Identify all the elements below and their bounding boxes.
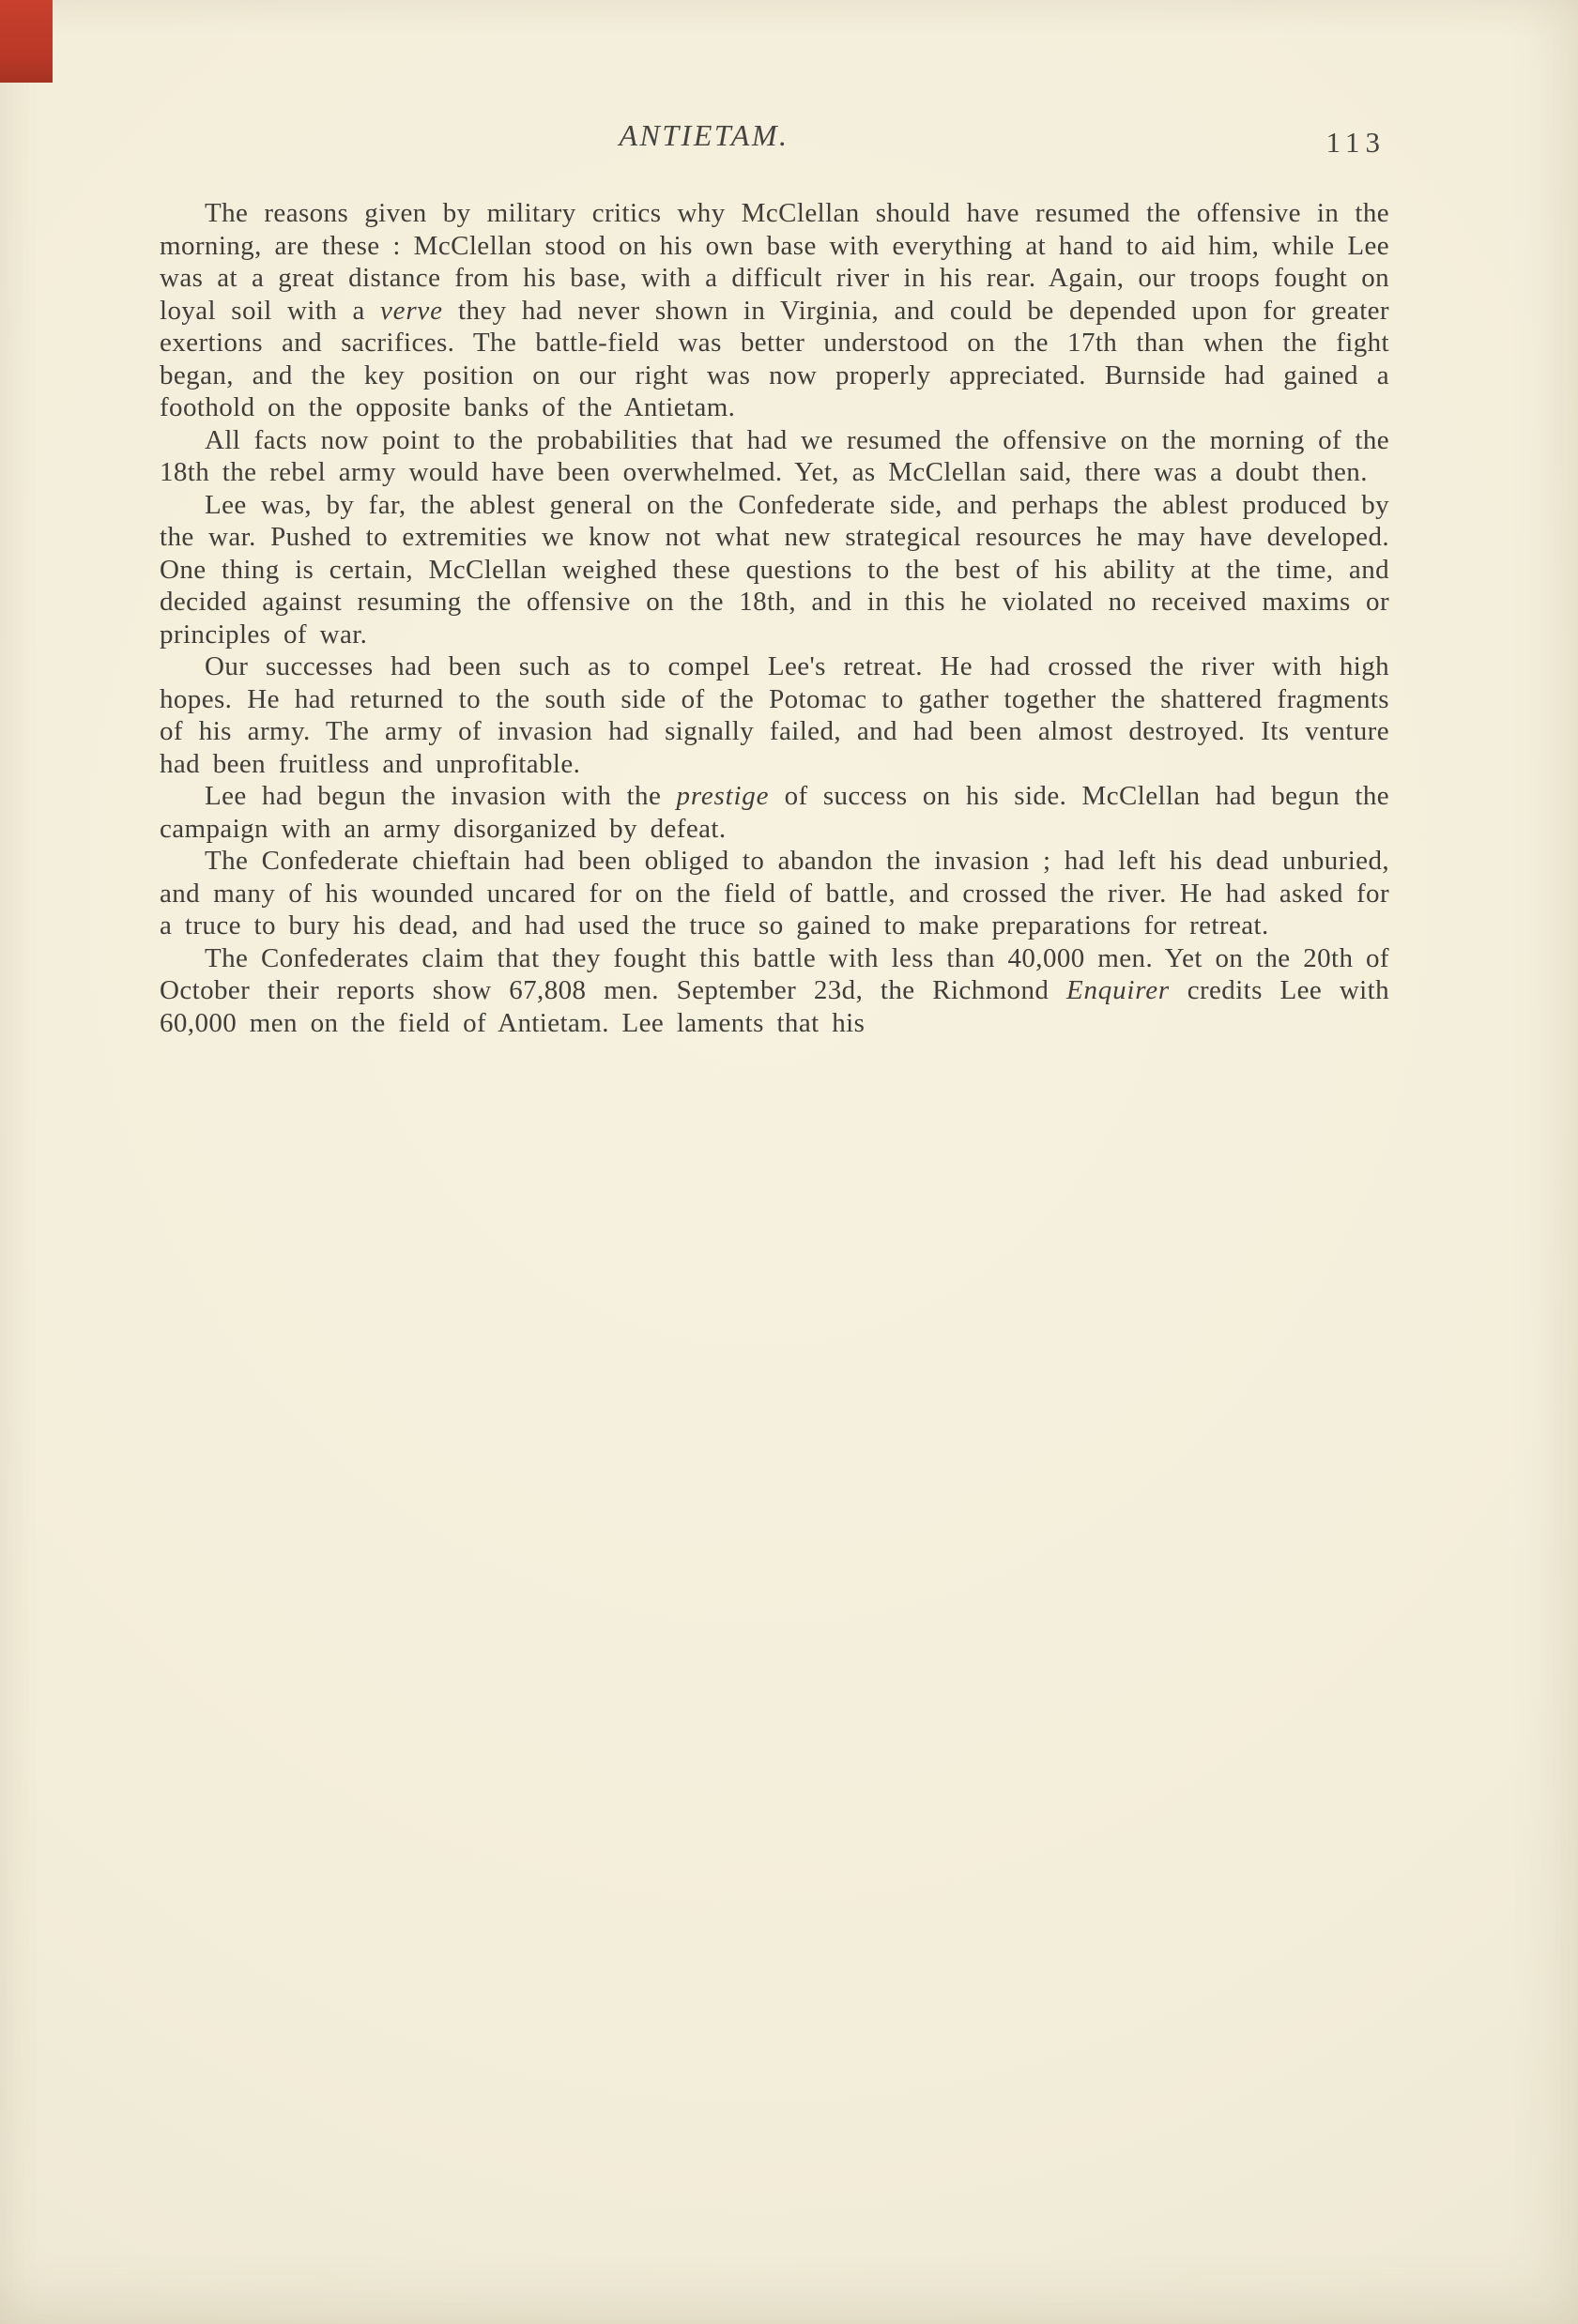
- paragraph: [160, 424, 1389, 489]
- text-segment: Lee was, by far, the ablest general on the Confederate side, and perhaps the ablest produced by the war. Pushed to extremities we know not what new strategical resources he may have developed. One thing is certain, McClellan weighed these questions to the best of his ability at the time, and decided against resuming the offensive on the 18th, and in this he violated no received maxims or principles of war.: [160, 489, 1389, 650]
- text-segment: The Confederates claim that they fought this battle with less than 40,000 men. Yet on the 20th of October their reports show 67,808 men. September 23d, the Richmond: [160, 942, 1389, 1005]
- paragraph: [160, 489, 1389, 651]
- text-segment: of success on his side. McClellan had begun the campaign with an army disorganized by defeat.: [160, 781, 1389, 844]
- running-header: [160, 118, 1389, 167]
- paragraph: [160, 942, 1389, 1040]
- paragraph: [160, 197, 1389, 424]
- text-segment: The reasons given by military critics why McClellan should have resumed the offensive in the morning, are these : McClellan stood on his own base with everything at hand to aid him, while Lee was at a great distance from his base, with a difficult river in his rear. Again, our troops fought on loyal soil with a: [160, 198, 1389, 326]
- text-block: [160, 118, 1389, 1039]
- paragraph: [160, 780, 1389, 845]
- paragraph: [160, 845, 1389, 942]
- scan-artifact-red-corner: [0, 0, 53, 83]
- text-segment: credits Lee with 60,000 men on the field of Antietam. Lee laments that his: [160, 975, 1389, 1038]
- body-text: [160, 197, 1389, 1039]
- page-number: 113: [1325, 126, 1386, 159]
- paragraph: [160, 650, 1389, 780]
- text-segment: they had never shown in Virginia, and could be depended upon for greater exertions and sacrifices. The battle-field was better understood on the 17th than when the fight began, and the key position on our right was now properly appreciated. Burnside had gained a foothold on the opposite banks of the Antietam.: [160, 295, 1389, 422]
- running-title: ANTIETAM.: [619, 118, 789, 152]
- text-segment: The Confederate chieftain had been obliged to abandon the invasion ; had left his dead unburied, and many of his wounded uncared for on the field of battle, and crossed the river. He had asked for a truce to bury his dead, and had used the truce so gained to make preparations for retreat.: [160, 846, 1389, 940]
- text-segment: Lee had begun the invasion with the: [205, 781, 677, 811]
- text-segment: All facts now point to the probabilities that had we resumed the offensive on the morning of the 18th the rebel army would have been overwhelmed. Yet, as McClellan said, there was a doubt then.: [160, 424, 1389, 487]
- italic-text: Enquirer: [1065, 975, 1170, 1005]
- italic-text: prestige: [676, 781, 770, 811]
- text-segment: Our successes had been such as to compel Lee's retreat. He had crossed the river with high hopes. He had returned to the south side of the Potomac to gather together the shattered fragments of his army. The army of invasion had signally failed, and had been almost destroyed. Its venture had been fruitless and unprofitable.: [160, 651, 1389, 779]
- italic-text: verve: [380, 295, 443, 326]
